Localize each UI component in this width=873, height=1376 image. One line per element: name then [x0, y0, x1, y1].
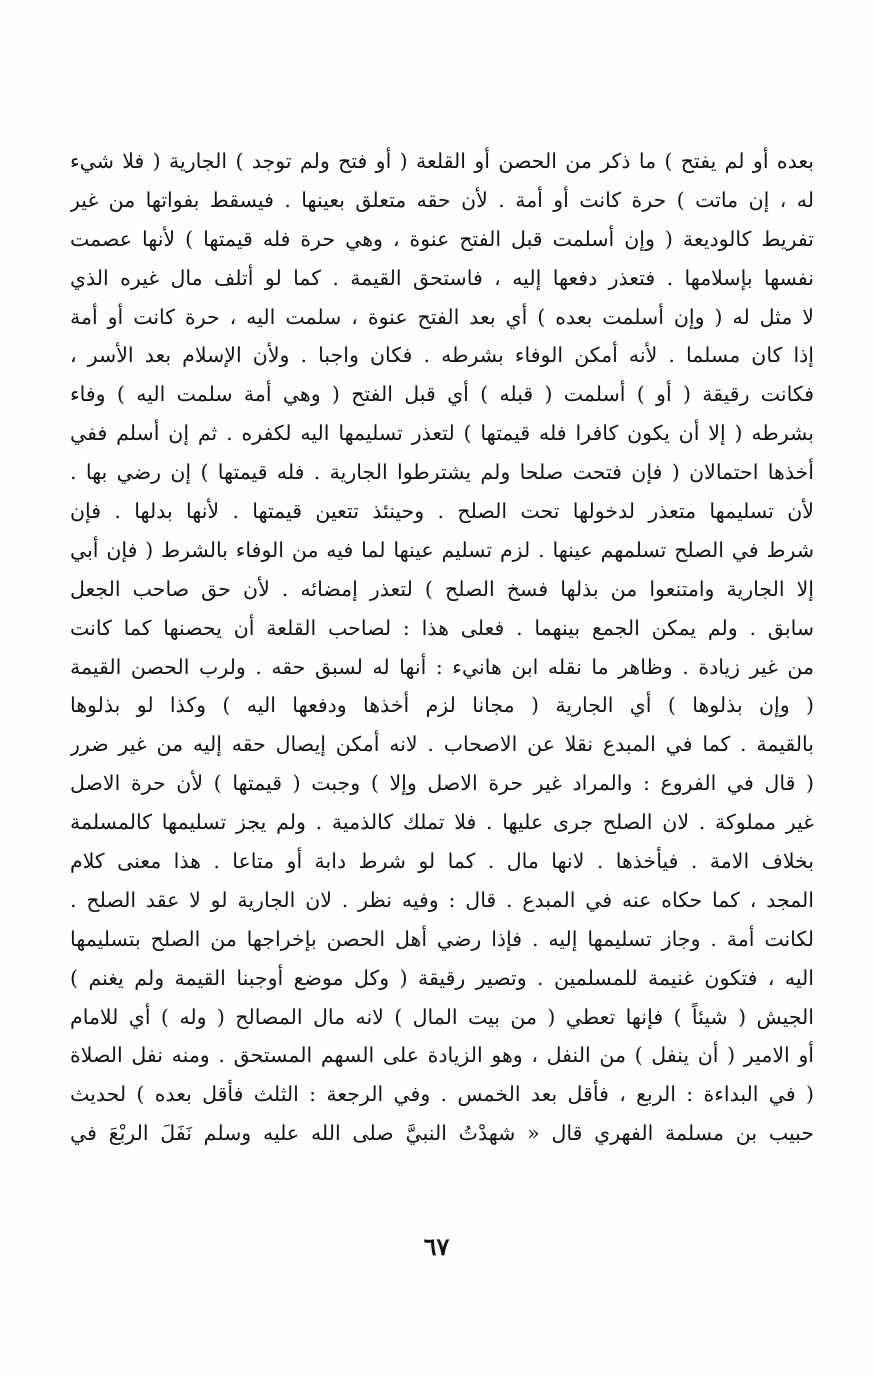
text-line: الجيش ( شيئاً ) فإنها تعطي ( من بيت المال ) لانه مال المصالح ( وله ) أي للامام — [70, 1004, 814, 1029]
body-text — [70, 142, 814, 1153]
text-line: غير مملوكة . لان الصلح جرى عليها . فلا تملك كالذمية . ولم يجز تسليمها كالمسلمة — [70, 810, 814, 835]
text-line: بعده أو لم يفتح ) ما ذكر من الحصن أو القلعة ( أو فتح ولم توجد ) الجارية ( فلا شيء — [70, 149, 814, 173]
text-line: إذا كان مسلما . لأنه أمكن الوفاء بشرطه . فكان واجبا . ولأن الإسلام بعد الأسر ، — [70, 343, 814, 368]
text-line: لأن تسليمها متعذر لدخولها تحت الصلح . وحينئذ تتعين قيمتها . لأنها بدلها . فإن — [70, 499, 814, 524]
text-line: نفسها بإسلامها . فتعذر دفعها إليه ، فاستحق القيمة . كما لو أتلف مال غيره الذي — [70, 265, 814, 290]
text-line: بخلاف الامة . فيأخذها . لانها مال . كما لو شرط دابة أو متاعا . هذا معنى كلام — [70, 849, 814, 874]
text-line: له ، إن ماتت ) حرة كانت أو أمة . لأن حقه متعلق بعينها . فيسقط بفواتها من غير — [70, 187, 814, 212]
text-line: إلا الجارية وامتنعوا من بذلها فسخ الصلح ) لتعذر إمضائه . لأن حق صاحب الجعل — [70, 576, 814, 601]
text-line: ( قال في الفروع : والمراد غير حرة الاصل وإلا ) وجبت ( قيمتها ) لأن حرة الاصل — [70, 771, 814, 796]
text-line: حبيب بن مسلمة الفهري قال « شهدْتُ النبيَّ صلى الله عليه وسلم نَفَلَ الربْعَ في — [70, 1121, 814, 1146]
text-line: ( في البداءة : الربع ، فأقل بعد الخمس . وفي الرجعة : الثلث فأقل بعده ) لحديث — [70, 1082, 814, 1107]
text-line: تفريط كالوديعة ( وإن أسلمت قبل الفتح عنوة ، وهي حرة فله قيمتها ) لأنها عصمت — [70, 226, 814, 251]
text-line: لا مثل له ( وإن أسلمت بعده ) أي بعد الفتح عنوة ، سلمت اليه ، حرة كانت أو أمة — [70, 304, 814, 329]
text-line: بشرطه ( إلا أن يكون كافرا فله قيمتها ) لتعذر تسليمها اليه لكفره . ثم إن أسلم ففي — [70, 421, 814, 446]
text-line: اليه ، فتكون غنيمة للمسلمين . وتصير رقيقة ( وكل موضع أوجبنا القيمة ولم يغنم ) — [70, 965, 814, 990]
text-line: سابق . ولم يمكن الجمع بينهما . فعلى هذا : لصاحب القلعة أن يحصنها كما كانت — [70, 615, 814, 640]
text-line: بالقيمة . كما في المبدع نقلا عن الاصحاب . لانه أمكن إيصال حقه إليه من غير ضرر — [70, 732, 814, 757]
text-line: شرط في الصلح تسلمهم عينها . لزم تسليم عينها لما فيه من الوفاء بالشرط ( فإن أبي — [70, 537, 814, 562]
text-line: ( وإن بذلوها ) أي الجارية ( مجانا لزم أخذها ودفعها اليه ) وكذا لو بذلوها — [70, 693, 814, 718]
text-line: المجد ، كما حكاه عنه في المبدع . قال : وفيه نظر . لان الجارية لو لا عقد الصلح . — [70, 887, 814, 912]
text-line: لكانت أمة . وجاز تسليمها إليه . فإذا رضي أهل الحصن بإخراجها من الصلح بتسليمها — [70, 926, 814, 951]
page-number: ٦٧ — [423, 1232, 450, 1261]
text-line: فكانت رقيقة ( أو ) أسلمت ( قبله ) أي قبل الفتح ( وهي أمة سلمت اليه ) وفاء — [70, 382, 814, 407]
text-line: من غير زيادة . وظاهر ما نقله ابن هانيء : أنها له لسبق حقه . ولرب الحصن القيمة — [70, 654, 814, 679]
text-line: أو الامير ( أن ينفل ) من النفل ، وهو الزيادة على السهم المستحق . ومنه نفل الصلاة — [70, 1043, 814, 1068]
text-line: أخذها احتمالان ( فإن فتحت صلحا ولم يشترطوا الجارية . فله قيمتها ) إن رضي بها . — [70, 460, 814, 485]
